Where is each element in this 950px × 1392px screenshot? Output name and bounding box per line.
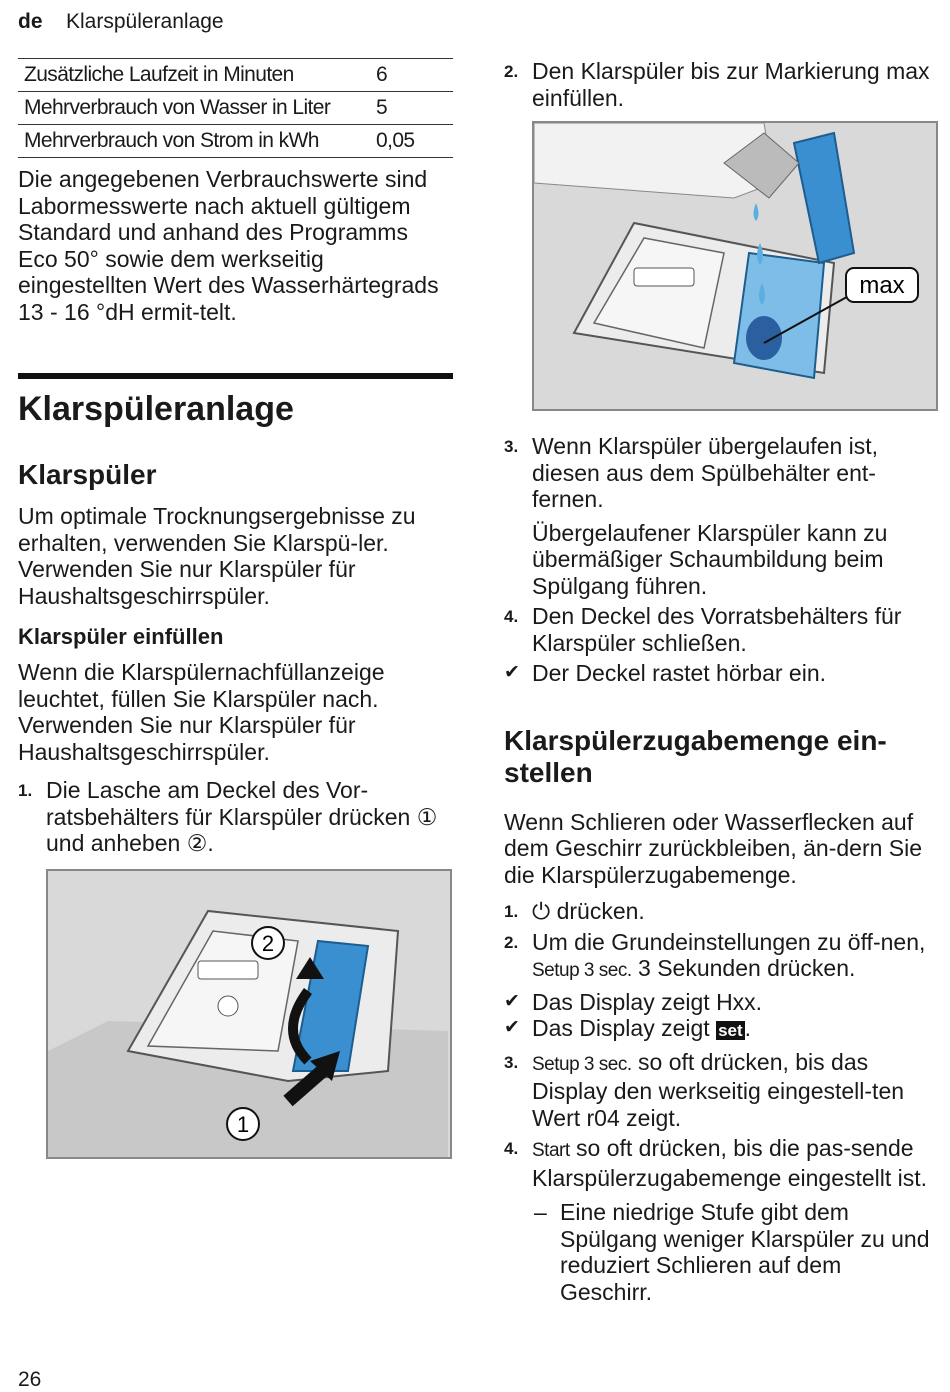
check-icon: ✔ xyxy=(504,662,520,683)
subsection-title: Klarspüler xyxy=(18,459,157,490)
step-3-note: Übergelaufener Klarspüler kann zu übermäßiger Schaumbildung beim Spülgang führen. xyxy=(532,519,888,599)
dispenser-fill-illustration xyxy=(534,123,936,409)
power-icon: ⏻ xyxy=(532,898,551,924)
step-text: Den Deckel des Vorratsbehälters für Klarspüler schließen. xyxy=(532,603,902,656)
result-1 xyxy=(504,660,934,687)
table-cell-value: 6 xyxy=(370,59,453,92)
setting-step-3 xyxy=(504,1049,934,1132)
setting-step-2 xyxy=(504,929,934,985)
setting-step-1 xyxy=(504,898,934,925)
language-code: de xyxy=(18,10,43,33)
table-cell-label: Mehrverbrauch von Wasser in Liter xyxy=(18,92,370,125)
table-cell-value: 0,05 xyxy=(370,125,453,158)
fill-heading: Klarspüler einfüllen xyxy=(18,624,224,649)
setting-step-4 xyxy=(504,1135,934,1191)
table-cell-label: Mehrverbrauch von Strom in kWh xyxy=(18,125,370,158)
step-text: drücken. xyxy=(550,898,645,924)
step-1 xyxy=(18,777,453,857)
step-2 xyxy=(504,58,934,111)
step-number: 4. xyxy=(504,607,519,626)
fill-paragraph: Wenn die Klarspülernachfüllanzeige leuchtet, füllen Sie Klarspüler nach. xyxy=(18,659,385,712)
setting-note xyxy=(504,1199,934,1305)
step-text: Um die Grundeinstellungen zu öff-nen, xyxy=(532,928,926,955)
setup-key-label: Setup 3 sec. xyxy=(532,960,632,981)
result-text: . xyxy=(744,1015,752,1041)
result-text: Das Display zeigt xyxy=(532,1015,717,1041)
display-set-indicator: set xyxy=(718,1021,743,1040)
step-number: 2. xyxy=(504,62,519,81)
table-row xyxy=(18,125,453,158)
start-key-label: Start xyxy=(532,1140,570,1161)
consumption-table xyxy=(18,58,453,158)
table-cell-label: Zusätzliche Laufzeit in Minuten xyxy=(18,59,370,92)
max-label: max xyxy=(859,272,905,299)
subsection-title-2: Klarspülerzugabemenge ein-stellen xyxy=(504,724,887,788)
result-3 xyxy=(504,1015,934,1045)
table-row xyxy=(18,59,453,92)
header-title: Klarspüleranlage xyxy=(66,10,224,33)
result-2 xyxy=(504,989,934,1016)
result-text: Der Deckel rastet hörbar ein. xyxy=(532,660,827,686)
step-number: 1. xyxy=(504,902,519,921)
page-number: 26 xyxy=(18,1368,42,1391)
table-cell-value: 5 xyxy=(370,92,453,125)
step-text: so oft drücken, bis die pas-sende Klarspülerzugabemenge eingestellt ist. xyxy=(532,1135,928,1191)
step-text: Den Klarspüler bis zur Markierung max einfüllen. xyxy=(532,58,930,111)
callout-2: 2 xyxy=(261,930,275,956)
check-icon: ✔ xyxy=(504,1017,520,1038)
setup-key-label: Setup 3 sec. xyxy=(532,1053,632,1075)
section-rule xyxy=(18,373,453,379)
step-text: Die Lasche am Deckel des Vor-ratsbehälters für Klarspüler drücken ① und anheben ②. xyxy=(46,777,438,856)
step-3 xyxy=(504,433,934,513)
intro-paragraph: Um optimale Trocknungsergebnisse zu erhalten, verwenden Sie Klarspü-ler. xyxy=(18,503,416,556)
check-icon: ✔ xyxy=(504,990,520,1012)
step-number: 2. xyxy=(504,932,519,952)
left-column xyxy=(18,58,453,1159)
step-number: 3. xyxy=(504,1052,519,1072)
note-text: Eine niedrige Stufe gibt dem Spülgang weniger Klarspüler zu und reduziert Schlieren auf dem Geschirr. xyxy=(560,1199,930,1305)
step-number: 3. xyxy=(504,437,519,456)
consumption-note: Die angegebenen Verbrauchswerte sind Labormesswerte nach aktuell gültigem Standard und anhand des Programms Eco 50° sowie dem werkseitig eingestellten Wert des Wasserhärtegrads 13 - 16 °dH ermit-telt. xyxy=(18,166,439,325)
result-text: Das Display zeigt Hxx. xyxy=(532,988,763,1015)
table-row xyxy=(18,92,453,125)
callout-1: 1 xyxy=(236,1111,250,1137)
figure-fill-max xyxy=(532,121,938,411)
dispenser-open-illustration xyxy=(48,871,450,1157)
step-number: 4. xyxy=(504,1139,519,1158)
fill-paragraph-2: Verwenden Sie nur Klarspüler für Haushaltsgeschirrspüler. xyxy=(18,712,356,765)
step-text: Wenn Klarspüler übergelaufen ist, diesen aus dem Spülbehälter ent-fernen. xyxy=(532,433,879,512)
right-column xyxy=(504,58,934,1305)
step-text: 3 Sekunden drücken. xyxy=(631,955,856,981)
step-text: so oft drücken, bis das Display den werkseitig eingestell-ten Wert r04 zeigt. xyxy=(532,1048,905,1131)
section-title: Klarspüleranlage xyxy=(18,390,294,428)
intro-paragraph-2: Verwenden Sie nur Klarspüler für Haushaltsgeschirrspüler. xyxy=(18,556,356,609)
dash-bullet: – xyxy=(534,1199,547,1225)
figure-open-lid xyxy=(46,869,452,1159)
step-4 xyxy=(504,603,934,656)
step-number: 1. xyxy=(18,781,33,800)
intro-paragraph-right: Wenn Schlieren oder Wasserflecken auf dem Geschirr zurückbleiben, än-dern Sie die Klarspülerzugabemenge. xyxy=(504,808,923,888)
